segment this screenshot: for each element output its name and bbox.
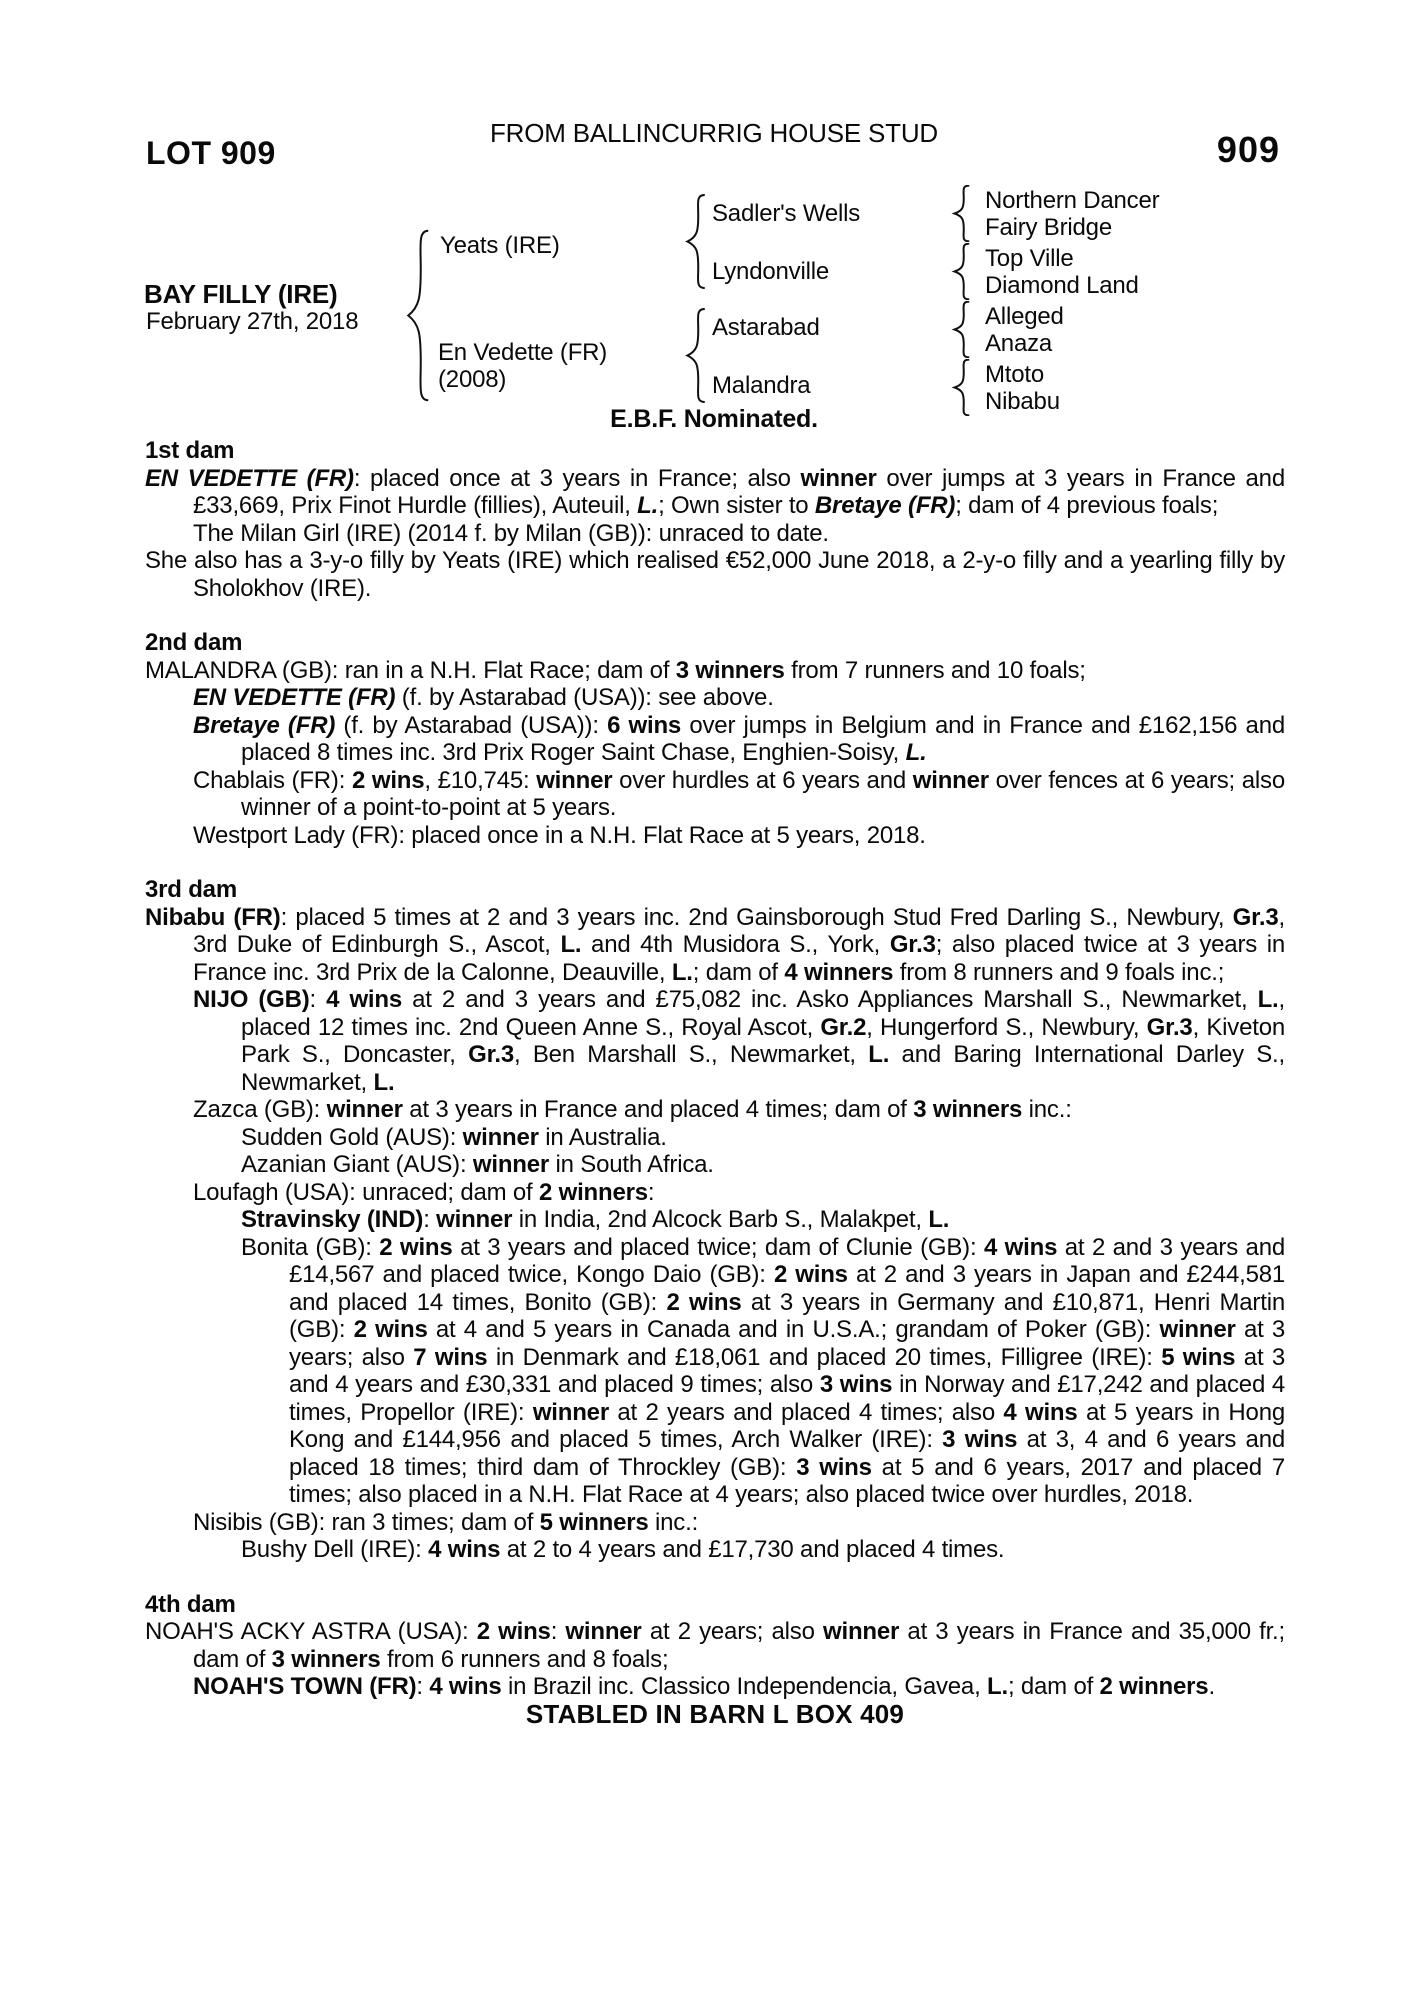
pedigree-text-paragraph: Bretaye (FR) (f. by Astarabad (USA)): 6 wins over jumps in Belgium and in France and £162,156 and placed 8 times inc. 3rd Prix Roger Saint Chase, Enghien-Soisy, L. [193, 711, 1286, 766]
great-grandparent-name: Diamond Land [985, 272, 1139, 299]
section-heading: 2nd dam [145, 629, 243, 656]
pedigree-brace-icon [402, 229, 432, 402]
pedigree-text-paragraph: Nisibis (GB): ran 3 times; dam of 5 winners inc.: [193, 1508, 699, 1536]
catalogue-body-text [0, 437, 1428, 1728]
pedigree-text-paragraph: Bushy Dell (IRE): 4 wins at 2 to 4 years and £17,730 and placed 4 times. [241, 1536, 1005, 1563]
subject-horse-name: BAY FILLY (IRE) [144, 279, 338, 309]
pedigree-text-paragraph: The Milan Girl (IRE) (2014 f. by Milan (GB)): unraced to date. [193, 519, 829, 547]
pedigree-text-paragraph: Bonita (GB): 2 wins at 3 years and placed twice; dam of Clunie (GB): 4 wins at 2 and 3 years and £14,567 and placed twice, Kongo Daio (GB): 2 wins at 2 and 3 years in Japan and £244,581 and placed 14 times, Bonito (GB): 2 wins at 3 years in Germany and £10,871, Henri Martin (GB): 2 wins at 4 and 5 years in Canada and in U.S.A.; grandam of Poker (GB): winner at 3 years; also 7 wins in Denmark and £18,061 and placed 20 times, Filligree (IRE): 5 wins at 3 and 4 years and £30,331 and placed 9 times; also 3 wins in Norway and £17,242 and placed 4 times, Propellor (IRE): winner at 2 years and placed 4 times; also 4 wins at 5 years in Hong Kong and £144,956 and placed 5 times, Arch Walker (IRE): 3 wins at 3, 4 and 6 years and placed 18 times; third dam of Throckley (GB): 3 wins at 5 and 6 years, 2017 and placed 7 times; also placed in a N.H. Flat Race at 4 years; also placed twice over hurdles, 2018. [241, 1233, 1286, 1508]
grandsire-name: Astarabad [712, 314, 820, 341]
dam-name: En Vedette (FR) [438, 339, 608, 366]
section-heading: 4th dam [145, 1590, 236, 1618]
pedigree-brace-icon [682, 194, 708, 289]
pedigree-brace-icon [950, 243, 972, 300]
pedigree-brace-icon [682, 308, 708, 403]
dam-section-2 [145, 629, 1285, 849]
pedigree-text-paragraph: Sudden Gold (AUS): winner in Australia. [241, 1123, 667, 1151]
section-heading: 1st dam [145, 437, 235, 464]
pedigree-text-paragraph: She also has a 3-y-o filly by Yeats (IRE) which realised €52,000 June 2018, a 2-y-o filly and a yearling filly by Sholokhov (IRE). [145, 547, 1285, 602]
pedigree-text-paragraph: NIJO (GB): 4 wins at 2 and 3 years and £75,082 inc. Asko Appliances Marshall S., Newmarket, L., placed 12 times inc. 2nd Queen Anne S., Royal Ascot, Gr.2, Hungerford S., Newbury, Gr.3, Kiveton Park S., Doncaster, Gr.3, Ben Marshall S., Newmarket, L. and Baring International Darley S., Newmarket, L. [193, 986, 1285, 1096]
pedigree-text-paragraph: Azanian Giant (AUS): winner in South Africa. [241, 1151, 714, 1178]
stabled-location-line: STABLED IN BARN L BOX 409 [525, 1698, 905, 1729]
subject-foaling-date: February 27th, 2018 [146, 308, 359, 335]
great-grandparent-name: Alleged [985, 303, 1064, 330]
ebf-nomination-line: E.B.F. Nominated. [610, 405, 818, 433]
pedigree-text-paragraph: Zazca (GB): winner at 3 years in France and placed 4 times; dam of 3 winners inc.: [193, 1096, 1072, 1123]
sire-name: Yeats (IRE) [440, 232, 560, 259]
granddam-name: Lyndonville [712, 258, 829, 285]
great-grandparent-name: Fairy Bridge [985, 214, 1112, 241]
great-grandparent-name: Anaza [985, 330, 1053, 357]
pedigree-brace-icon [950, 185, 972, 242]
section-heading: 3rd dam [145, 876, 237, 903]
page-header-and-pedigree [0, 0, 1428, 437]
pedigree-text-paragraph: Loufagh (USA): unraced; dam of 2 winners: [193, 1178, 655, 1206]
consignor-title: FROM BALLINCURRIG HOUSE STUD [489, 118, 938, 148]
pedigree-text-paragraph: EN VEDETTE (FR): placed once at 3 years in France; also winner over jumps at 3 years in France and £33,669, Prix Finot Hurdle (fillies), Auteuil, L.; Own sister to Bretaye (FR); dam of 4 previous foals; [145, 464, 1285, 519]
pedigree-text-paragraph: NOAH'S ACKY ASTRA (USA): 2 wins: winner at 2 years; also winner at 3 years in France and 35,000 fr.; dam of 3 winners from 6 runners and 8 foals; [145, 1618, 1285, 1673]
pedigree-text-paragraph: MALANDRA (GB): ran in a N.H. Flat Race; dam of 3 winners from 7 runners and 10 foals; [145, 656, 1086, 684]
pedigree-text-paragraph: Chablais (FR): 2 wins, £10,745: winner over hurdles at 6 years and winner over fences at 6 years; also winner of a point-to-point at 5 years. [193, 766, 1285, 821]
dam-section-4 [145, 1591, 1285, 1701]
grandsire-name: Sadler's Wells [712, 200, 861, 227]
great-grandparent-name: Northern Dancer [985, 187, 1160, 214]
pedigree-text-paragraph: Westport Lady (FR): placed once in a N.H. Flat Race at 5 years, 2018. [193, 821, 926, 849]
great-grandparent-name: Mtoto [985, 361, 1045, 388]
great-grandparent-name: Nibabu [985, 388, 1060, 415]
dam-section-3 [145, 876, 1285, 1564]
page-number: 909 [1216, 129, 1280, 170]
lot-number-label: LOT 909 [146, 135, 276, 171]
pedigree-text-paragraph: NOAH'S TOWN (FR): 4 wins in Brazil inc. Classico Independencia, Gavea, L.; dam of 2 winners. [193, 1673, 1215, 1700]
dam-foaling-year: (2008) [438, 366, 507, 393]
granddam-name: Malandra [712, 372, 811, 399]
pedigree-text-paragraph: Nibabu (FR): placed 5 times at 2 and 3 years inc. 2nd Gainsborough Stud Fred Darling S., Newbury, Gr.3, 3rd Duke of Edinburgh S., Ascot, L. and 4th Musidora S., York, Gr.3; also placed twice at 3 years in France inc. 3rd Prix de la Calonne, Deauville, L.; dam of 4 winners from 8 runners and 9 foals inc.; [145, 903, 1285, 986]
great-grandparent-name: Top Ville [985, 245, 1074, 272]
dam-section-1 [145, 437, 1285, 602]
pedigree-text-paragraph: EN VEDETTE (FR) (f. by Astarabad (USA)): see above. [193, 684, 774, 711]
pedigree-text-paragraph: Stravinsky (IND): winner in India, 2nd Alcock Barb S., Malakpet, L. [241, 1206, 950, 1233]
pedigree-brace-icon [950, 301, 972, 358]
